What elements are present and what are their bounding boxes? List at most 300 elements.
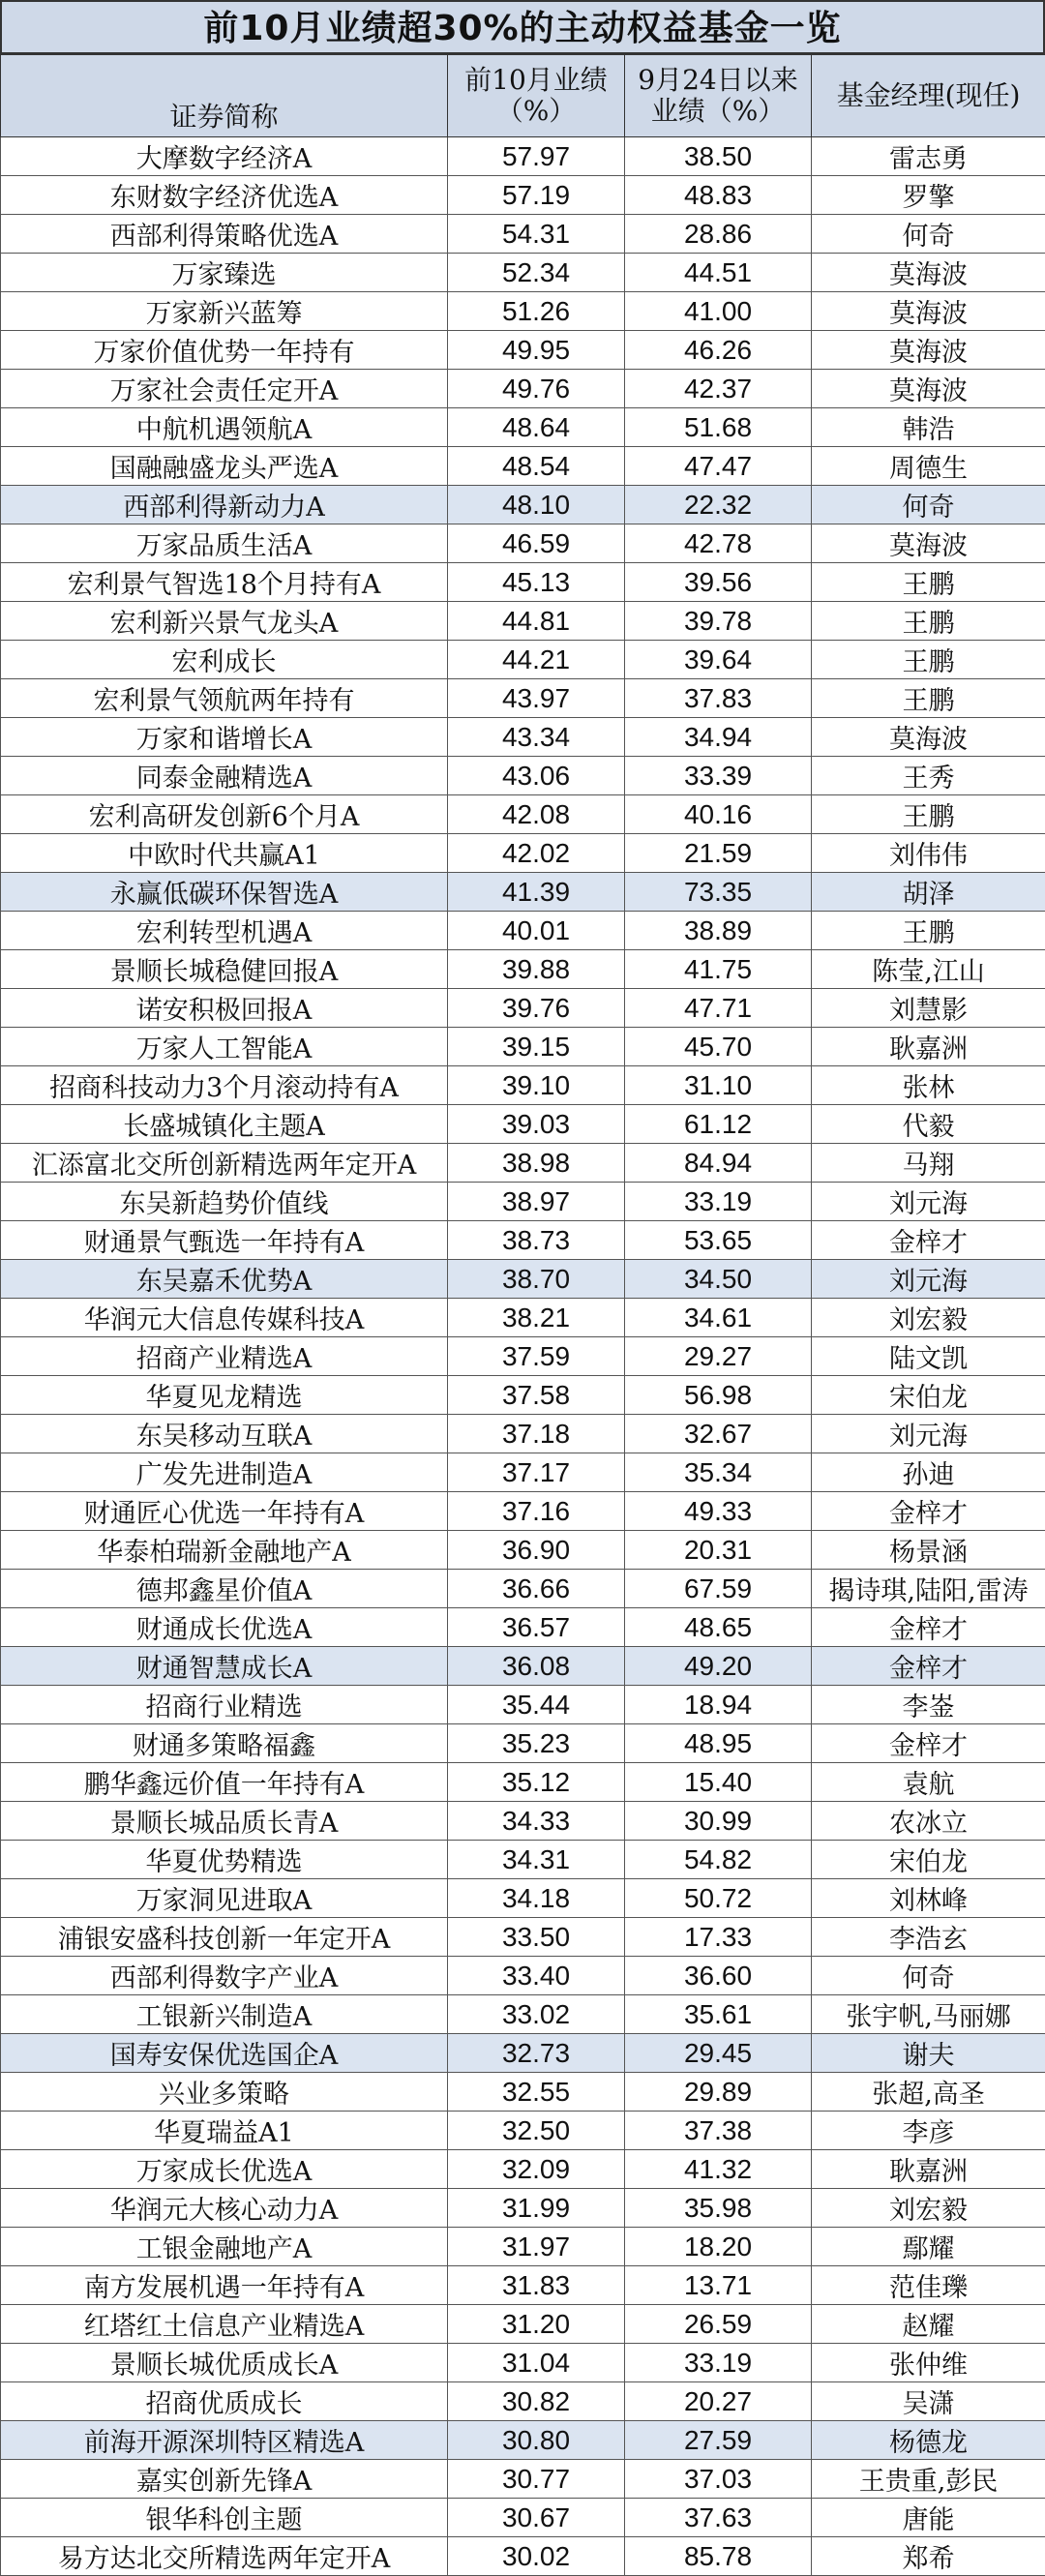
- fund-name-cell: 招商产业精选A: [1, 1337, 448, 1376]
- fund-name-cell: 易方达北交所精选两年定开A: [1, 2537, 448, 2576]
- fund-manager-cell: 张超,高圣: [812, 2073, 1045, 2112]
- fund-manager-cell: 李崟: [812, 1686, 1045, 1724]
- fund-name-cell: 浦银安盛科技创新一年定开A: [1, 1918, 448, 1957]
- fund-manager-cell: 王秀: [812, 757, 1045, 795]
- fund-manager-cell: 耿嘉洲: [812, 2150, 1045, 2189]
- fund-manager-cell: 莫海波: [812, 524, 1045, 563]
- since-sep24-cell: 39.78: [625, 602, 812, 641]
- since-sep24-cell: 29.89: [625, 2073, 812, 2112]
- since-sep24-cell: 46.26: [625, 331, 812, 370]
- fund-manager-cell: 金梓才: [812, 1724, 1045, 1763]
- since-sep24-cell: 67.59: [625, 1570, 812, 1608]
- fund-manager-cell: 唐能: [812, 2499, 1045, 2537]
- ytd-performance-cell: 37.17: [448, 1453, 625, 1492]
- since-sep24-cell: 48.95: [625, 1724, 812, 1763]
- since-sep24-cell: 13.71: [625, 2266, 812, 2305]
- table-row: [1, 757, 1045, 795]
- table-row: [1, 2034, 1045, 2073]
- table-row: [1, 1144, 1045, 1183]
- fund-manager-cell: 何奇: [812, 215, 1045, 254]
- fund-name-cell: 兴业多策略: [1, 2073, 448, 2112]
- fund-name-cell: 宏利景气智选18个月持有A: [1, 563, 448, 602]
- ytd-performance-cell: 34.18: [448, 1879, 625, 1918]
- table-row: [1, 1841, 1045, 1879]
- table-row: [1, 950, 1045, 989]
- ytd-performance-cell: 40.01: [448, 912, 625, 950]
- fund-name-cell: 德邦鑫星价值A: [1, 1570, 448, 1608]
- table-row: [1, 447, 1045, 486]
- table-row: [1, 486, 1045, 524]
- fund-name-cell: 财通多策略福鑫: [1, 1724, 448, 1763]
- table-row: [1, 1492, 1045, 1531]
- fund-manager-cell: 雷志勇: [812, 137, 1045, 176]
- since-sep24-cell: 48.83: [625, 176, 812, 215]
- ytd-performance-cell: 41.39: [448, 873, 625, 912]
- ytd-performance-cell: 35.44: [448, 1686, 625, 1724]
- fund-manager-cell: 胡泽: [812, 873, 1045, 912]
- table-row: [1, 1763, 1045, 1802]
- ytd-performance-cell: 31.20: [448, 2305, 625, 2344]
- fund-name-cell: 万家社会责任定开A: [1, 370, 448, 408]
- since-sep24-cell: 15.40: [625, 1763, 812, 1802]
- table-row: [1, 2382, 1045, 2421]
- since-sep24-cell: 28.86: [625, 215, 812, 254]
- fund-name-cell: 宏利新兴景气龙头A: [1, 602, 448, 641]
- table-row: [1, 873, 1045, 912]
- fund-manager-cell: 王鹏: [812, 641, 1045, 679]
- ytd-performance-cell: 44.81: [448, 602, 625, 641]
- fund-name-cell: 前海开源深圳特区精选A: [1, 2421, 448, 2460]
- ytd-performance-cell: 30.82: [448, 2382, 625, 2421]
- fund-manager-cell: 马翔: [812, 1144, 1045, 1183]
- ytd-performance-cell: 33.02: [448, 1995, 625, 2034]
- fund-name-cell: 华夏见龙精选: [1, 1376, 448, 1415]
- fund-name-cell: 宏利成长: [1, 641, 448, 679]
- fund-name-cell: 东吴新趋势价值线: [1, 1183, 448, 1221]
- fund-name-cell: 西部利得数字产业A: [1, 1957, 448, 1995]
- ytd-performance-cell: 52.34: [448, 254, 625, 292]
- ytd-performance-cell: 39.03: [448, 1105, 625, 1144]
- fund-manager-cell: 刘宏毅: [812, 2189, 1045, 2228]
- fund-manager-cell: 代毅: [812, 1105, 1045, 1144]
- ytd-performance-cell: 30.80: [448, 2421, 625, 2460]
- table-row: [1, 137, 1045, 176]
- table-row: [1, 641, 1045, 679]
- ytd-performance-cell: 33.40: [448, 1957, 625, 1995]
- fund-name-cell: 国寿安保优选国企A: [1, 2034, 448, 2073]
- header-since-line2: 业绩（%）: [625, 96, 811, 127]
- ytd-performance-cell: 33.50: [448, 1918, 625, 1957]
- ytd-performance-cell: 42.02: [448, 834, 625, 873]
- fund-manager-cell: 农冰立: [812, 1802, 1045, 1841]
- since-sep24-cell: 47.47: [625, 447, 812, 486]
- ytd-performance-cell: 37.59: [448, 1337, 625, 1376]
- ytd-performance-cell: 36.66: [448, 1570, 625, 1608]
- fund-name-cell: 诺安积极回报A: [1, 989, 448, 1028]
- fund-name-cell: 红塔红土信息产业精选A: [1, 2305, 448, 2344]
- fund-name-cell: 宏利高研发创新6个月A: [1, 795, 448, 834]
- fund-manager-cell: 张林: [812, 1066, 1045, 1105]
- table-row: [1, 1376, 1045, 1415]
- fund-manager-cell: 韩浩: [812, 408, 1045, 447]
- table-row: [1, 2073, 1045, 2112]
- fund-name-cell: 万家新兴蓝筹: [1, 292, 448, 331]
- ytd-performance-cell: 49.95: [448, 331, 625, 370]
- since-sep24-cell: 53.65: [625, 1221, 812, 1260]
- fund-manager-cell: 陆文凯: [812, 1337, 1045, 1376]
- ytd-performance-cell: 39.76: [448, 989, 625, 1028]
- fund-name-cell: 汇添富北交所创新精选两年定开A: [1, 1144, 448, 1183]
- table-row: [1, 408, 1045, 447]
- fund-name-cell: 大摩数字经济A: [1, 137, 448, 176]
- fund-manager-cell: 王鹏: [812, 602, 1045, 641]
- since-sep24-cell: 37.03: [625, 2460, 812, 2499]
- table-row: [1, 1221, 1045, 1260]
- table-row: [1, 2266, 1045, 2305]
- ytd-performance-cell: 37.18: [448, 1415, 625, 1453]
- fund-name-cell: 华润元大信息传媒科技A: [1, 1299, 448, 1337]
- fund-name-cell: 万家臻选: [1, 254, 448, 292]
- ytd-performance-cell: 43.34: [448, 718, 625, 757]
- fund-manager-cell: 罗擎: [812, 176, 1045, 215]
- fund-manager-cell: 刘元海: [812, 1183, 1045, 1221]
- ytd-performance-cell: 48.10: [448, 486, 625, 524]
- fund-manager-cell: 刘慧影: [812, 989, 1045, 1028]
- ytd-performance-cell: 35.12: [448, 1763, 625, 1802]
- ytd-performance-cell: 38.21: [448, 1299, 625, 1337]
- fund-name-cell: 景顺长城品质长青A: [1, 1802, 448, 1841]
- fund-name-cell: 财通智慧成长A: [1, 1647, 448, 1686]
- fund-name-cell: 万家和谐增长A: [1, 718, 448, 757]
- ytd-performance-cell: 39.88: [448, 950, 625, 989]
- table-row: [1, 524, 1045, 563]
- table-row: [1, 1724, 1045, 1763]
- ytd-performance-cell: 34.31: [448, 1841, 625, 1879]
- fund-name-cell: 南方发展机遇一年持有A: [1, 2266, 448, 2305]
- ytd-performance-cell: 51.26: [448, 292, 625, 331]
- since-sep24-cell: 84.94: [625, 1144, 812, 1183]
- fund-name-cell: 银华科创主题: [1, 2499, 448, 2537]
- fund-name-cell: 中欧时代共赢A1: [1, 834, 448, 873]
- table-row: [1, 1260, 1045, 1299]
- fund-manager-cell: 孙迪: [812, 1453, 1045, 1492]
- fund-name-cell: 鹏华鑫远价值一年持有A: [1, 1763, 448, 1802]
- table-row: [1, 370, 1045, 408]
- fund-name-cell: 华夏优势精选: [1, 1841, 448, 1879]
- fund-manager-cell: 金梓才: [812, 1647, 1045, 1686]
- page-title: 前10月业绩超30%的主动权益基金一览: [0, 0, 1045, 54]
- ytd-performance-cell: 46.59: [448, 524, 625, 563]
- since-sep24-cell: 42.37: [625, 370, 812, 408]
- since-sep24-cell: 37.83: [625, 679, 812, 718]
- since-sep24-cell: 31.10: [625, 1066, 812, 1105]
- since-sep24-cell: 37.63: [625, 2499, 812, 2537]
- since-sep24-cell: 41.75: [625, 950, 812, 989]
- header-ytd-performance: [448, 55, 625, 137]
- ytd-performance-cell: 36.90: [448, 1531, 625, 1570]
- table-row: [1, 1531, 1045, 1570]
- fund-manager-cell: 金梓才: [812, 1492, 1045, 1531]
- table-body: [1, 137, 1045, 2576]
- fund-manager-cell: 周德生: [812, 447, 1045, 486]
- ytd-performance-cell: 44.21: [448, 641, 625, 679]
- fund-manager-cell: 莫海波: [812, 254, 1045, 292]
- ytd-performance-cell: 38.97: [448, 1183, 625, 1221]
- fund-name-cell: 东财数字经济优选A: [1, 176, 448, 215]
- since-sep24-cell: 38.89: [625, 912, 812, 950]
- table-row: [1, 1686, 1045, 1724]
- header-fund-name: 证券简称: [1, 55, 448, 137]
- fund-manager-cell: 王鹏: [812, 912, 1045, 950]
- ytd-performance-cell: 48.54: [448, 447, 625, 486]
- fund-name-cell: 万家品质生活A: [1, 524, 448, 563]
- fund-manager-cell: 袁航: [812, 1763, 1045, 1802]
- since-sep24-cell: 44.51: [625, 254, 812, 292]
- since-sep24-cell: 34.61: [625, 1299, 812, 1337]
- fund-name-cell: 招商科技动力3个月滚动持有A: [1, 1066, 448, 1105]
- since-sep24-cell: 49.20: [625, 1647, 812, 1686]
- ytd-performance-cell: 57.19: [448, 176, 625, 215]
- fund-manager-cell: 王鹏: [812, 795, 1045, 834]
- table-row: [1, 331, 1045, 370]
- fund-name-cell: 万家人工智能A: [1, 1028, 448, 1066]
- fund-name-cell: 广发先进制造A: [1, 1453, 448, 1492]
- table-row: [1, 1453, 1045, 1492]
- ytd-performance-cell: 48.64: [448, 408, 625, 447]
- since-sep24-cell: 20.31: [625, 1531, 812, 1570]
- ytd-performance-cell: 32.09: [448, 2150, 625, 2189]
- fund-name-cell: 西部利得新动力A: [1, 486, 448, 524]
- fund-manager-cell: 郑希: [812, 2537, 1045, 2576]
- since-sep24-cell: 29.45: [625, 2034, 812, 2073]
- table-row: [1, 2537, 1045, 2576]
- since-sep24-cell: 41.32: [625, 2150, 812, 2189]
- ytd-performance-cell: 31.83: [448, 2266, 625, 2305]
- table-row: [1, 2112, 1045, 2150]
- header-since-line1: 9月24日以来: [625, 65, 811, 96]
- table-row: [1, 1337, 1045, 1376]
- ytd-performance-cell: 31.99: [448, 2189, 625, 2228]
- fund-name-cell: 永赢低碳环保智选A: [1, 873, 448, 912]
- header-ytd-line1: 前10月业绩: [448, 65, 624, 96]
- fund-name-cell: 万家洞见进取A: [1, 1879, 448, 1918]
- ytd-performance-cell: 36.08: [448, 1647, 625, 1686]
- table-row: [1, 1647, 1045, 1686]
- since-sep24-cell: 48.65: [625, 1608, 812, 1647]
- since-sep24-cell: 21.59: [625, 834, 812, 873]
- table-row: [1, 1918, 1045, 1957]
- fund-table: [0, 54, 1045, 2576]
- table-row: [1, 912, 1045, 950]
- header-ytd-line2: （%）: [448, 96, 624, 127]
- ytd-performance-cell: 42.08: [448, 795, 625, 834]
- since-sep24-cell: 30.99: [625, 1802, 812, 1841]
- table-row: [1, 1802, 1045, 1841]
- fund-manager-cell: 王鹏: [812, 679, 1045, 718]
- since-sep24-cell: 33.19: [625, 1183, 812, 1221]
- fund-manager-cell: 陈莹,江山: [812, 950, 1045, 989]
- since-sep24-cell: 85.78: [625, 2537, 812, 2576]
- ytd-performance-cell: 32.50: [448, 2112, 625, 2150]
- since-sep24-cell: 61.12: [625, 1105, 812, 1144]
- fund-name-cell: 招商行业精选: [1, 1686, 448, 1724]
- table-row: [1, 602, 1045, 641]
- since-sep24-cell: 29.27: [625, 1337, 812, 1376]
- fund-name-cell: 工银金融地产A: [1, 2228, 448, 2266]
- ytd-performance-cell: 43.97: [448, 679, 625, 718]
- since-sep24-cell: 51.68: [625, 408, 812, 447]
- fund-name-cell: 工银新兴制造A: [1, 1995, 448, 2034]
- fund-name-cell: 同泰金融精选A: [1, 757, 448, 795]
- fund-name-cell: 招商优质成长: [1, 2382, 448, 2421]
- fund-manager-cell: 王鹏: [812, 563, 1045, 602]
- ytd-performance-cell: 31.97: [448, 2228, 625, 2266]
- table-row: [1, 1608, 1045, 1647]
- ytd-performance-cell: 31.04: [448, 2344, 625, 2382]
- fund-name-cell: 嘉实创新先锋A: [1, 2460, 448, 2499]
- table-row: [1, 1879, 1045, 1918]
- fund-name-cell: 华泰柏瑞新金融地产A: [1, 1531, 448, 1570]
- table-row: [1, 1995, 1045, 2034]
- since-sep24-cell: 18.20: [625, 2228, 812, 2266]
- ytd-performance-cell: 38.98: [448, 1144, 625, 1183]
- table-row: [1, 215, 1045, 254]
- since-sep24-cell: 49.33: [625, 1492, 812, 1531]
- since-sep24-cell: 41.00: [625, 292, 812, 331]
- table-row: [1, 1957, 1045, 1995]
- table-row: [1, 2305, 1045, 2344]
- ytd-performance-cell: 38.73: [448, 1221, 625, 1260]
- table-row: [1, 2189, 1045, 2228]
- since-sep24-cell: 18.94: [625, 1686, 812, 1724]
- fund-manager-cell: 鄢耀: [812, 2228, 1045, 2266]
- since-sep24-cell: 40.16: [625, 795, 812, 834]
- since-sep24-cell: 35.34: [625, 1453, 812, 1492]
- since-sep24-cell: 17.33: [625, 1918, 812, 1957]
- fund-name-cell: 财通匠心优选一年持有A: [1, 1492, 448, 1531]
- fund-name-cell: 景顺长城优质成长A: [1, 2344, 448, 2382]
- ytd-performance-cell: 37.16: [448, 1492, 625, 1531]
- fund-manager-cell: 何奇: [812, 1957, 1045, 1995]
- ytd-performance-cell: 45.13: [448, 563, 625, 602]
- ytd-performance-cell: 37.58: [448, 1376, 625, 1415]
- ytd-performance-cell: 30.67: [448, 2499, 625, 2537]
- fund-manager-cell: 莫海波: [812, 370, 1045, 408]
- since-sep24-cell: 50.72: [625, 1879, 812, 1918]
- ytd-performance-cell: 54.31: [448, 215, 625, 254]
- fund-manager-cell: 何奇: [812, 486, 1045, 524]
- since-sep24-cell: 47.71: [625, 989, 812, 1028]
- fund-name-cell: 西部利得策略优选A: [1, 215, 448, 254]
- table-row: [1, 989, 1045, 1028]
- table-row: [1, 292, 1045, 331]
- table-row: [1, 1066, 1045, 1105]
- fund-manager-cell: 范佳瓅: [812, 2266, 1045, 2305]
- since-sep24-cell: 39.56: [625, 563, 812, 602]
- fund-manager-cell: 金梓才: [812, 1221, 1045, 1260]
- table-row: [1, 176, 1045, 215]
- fund-name-cell: 长盛城镇化主题A: [1, 1105, 448, 1144]
- fund-manager-cell: 吴潇: [812, 2382, 1045, 2421]
- fund-manager-cell: 刘元海: [812, 1260, 1045, 1299]
- table-row: [1, 679, 1045, 718]
- table-row: [1, 254, 1045, 292]
- fund-manager-cell: 刘元海: [812, 1415, 1045, 1453]
- fund-name-cell: 宏利景气领航两年持有: [1, 679, 448, 718]
- ytd-performance-cell: 39.10: [448, 1066, 625, 1105]
- since-sep24-cell: 32.67: [625, 1415, 812, 1453]
- fund-name-cell: 景顺长城稳健回报A: [1, 950, 448, 989]
- table-row: [1, 1105, 1045, 1144]
- table-row: [1, 1028, 1045, 1066]
- fund-manager-cell: 李彦: [812, 2112, 1045, 2150]
- table-row: [1, 563, 1045, 602]
- fund-manager-cell: 刘林峰: [812, 1879, 1045, 1918]
- table-row: [1, 1299, 1045, 1337]
- since-sep24-cell: 20.27: [625, 2382, 812, 2421]
- header-since-sep24: [625, 55, 812, 137]
- since-sep24-cell: 33.19: [625, 2344, 812, 2382]
- fund-manager-cell: 刘宏毅: [812, 1299, 1045, 1337]
- ytd-performance-cell: 43.06: [448, 757, 625, 795]
- fund-name-cell: 中航机遇领航A: [1, 408, 448, 447]
- ytd-performance-cell: 32.55: [448, 2073, 625, 2112]
- since-sep24-cell: 36.60: [625, 1957, 812, 1995]
- fund-manager-cell: 刘伟伟: [812, 834, 1045, 873]
- fund-manager-cell: 莫海波: [812, 292, 1045, 331]
- since-sep24-cell: 54.82: [625, 1841, 812, 1879]
- since-sep24-cell: 26.59: [625, 2305, 812, 2344]
- table-row: [1, 795, 1045, 834]
- fund-name-cell: 国融融盛龙头严选A: [1, 447, 448, 486]
- fund-manager-cell: 揭诗琪,陆阳,雷涛: [812, 1570, 1045, 1608]
- table-row: [1, 1415, 1045, 1453]
- ytd-performance-cell: 32.73: [448, 2034, 625, 2073]
- fund-manager-cell: 杨景涵: [812, 1531, 1045, 1570]
- fund-manager-cell: 宋伯龙: [812, 1841, 1045, 1879]
- ytd-performance-cell: 38.70: [448, 1260, 625, 1299]
- since-sep24-cell: 73.35: [625, 873, 812, 912]
- ytd-performance-cell: 49.76: [448, 370, 625, 408]
- since-sep24-cell: 45.70: [625, 1028, 812, 1066]
- ytd-performance-cell: 30.77: [448, 2460, 625, 2499]
- table-row: [1, 2460, 1045, 2499]
- fund-manager-cell: 杨德龙: [812, 2421, 1045, 2460]
- ytd-performance-cell: 30.02: [448, 2537, 625, 2576]
- fund-manager-cell: 李浩玄: [812, 1918, 1045, 1957]
- ytd-performance-cell: 39.15: [448, 1028, 625, 1066]
- table-row: [1, 2421, 1045, 2460]
- header-fund-manager: 基金经理(现任): [812, 55, 1045, 137]
- fund-name-cell: 万家成长优选A: [1, 2150, 448, 2189]
- fund-name-cell: 东吴嘉禾优势A: [1, 1260, 448, 1299]
- fund-manager-cell: 谢夫: [812, 2034, 1045, 2073]
- since-sep24-cell: 33.39: [625, 757, 812, 795]
- fund-manager-cell: 王贵重,彭民: [812, 2460, 1045, 2499]
- ytd-performance-cell: 35.23: [448, 1724, 625, 1763]
- fund-manager-cell: 张宇帆,马丽娜: [812, 1995, 1045, 2034]
- table-header: [1, 55, 1045, 137]
- ytd-performance-cell: 34.33: [448, 1802, 625, 1841]
- fund-manager-cell: 莫海波: [812, 718, 1045, 757]
- fund-name-cell: 东吴移动互联A: [1, 1415, 448, 1453]
- table-row: [1, 2344, 1045, 2382]
- since-sep24-cell: 35.61: [625, 1995, 812, 2034]
- table-row: [1, 2150, 1045, 2189]
- fund-manager-cell: 金梓才: [812, 1608, 1045, 1647]
- table-row: [1, 1183, 1045, 1221]
- fund-name-cell: 宏利转型机遇A: [1, 912, 448, 950]
